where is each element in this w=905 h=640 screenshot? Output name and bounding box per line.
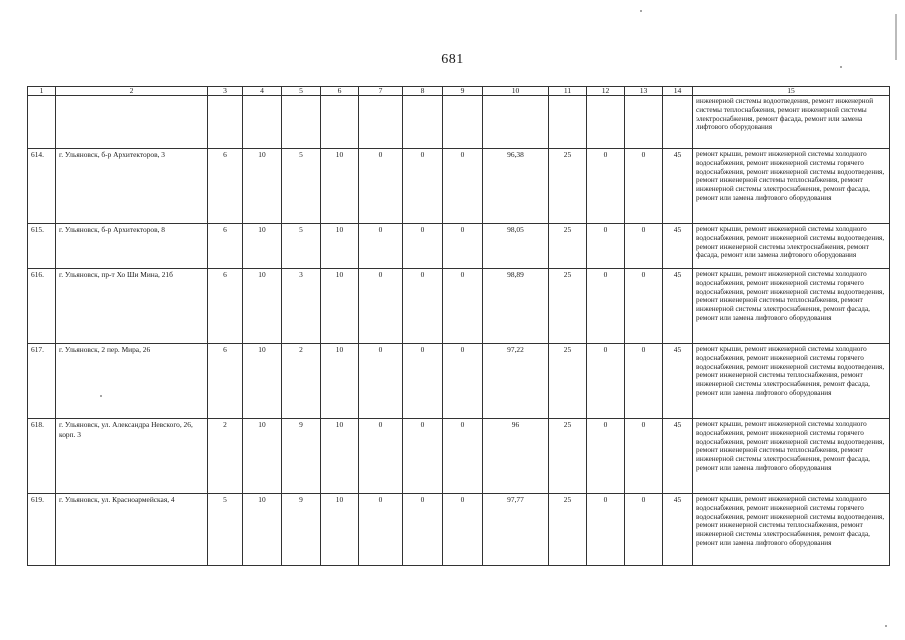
cell-col11: 25 bbox=[549, 344, 587, 419]
column-header: 8 bbox=[403, 87, 443, 96]
cell-col3 bbox=[208, 96, 243, 149]
cell-col11: 25 bbox=[549, 419, 587, 494]
cell-col13: 0 bbox=[625, 224, 663, 269]
cell-col9: 0 bbox=[443, 344, 483, 419]
cell-col9 bbox=[443, 96, 483, 149]
cell-col5: 5 bbox=[282, 149, 321, 224]
cell-col3: 6 bbox=[208, 344, 243, 419]
cell-col10: 98,05 bbox=[483, 224, 549, 269]
cell-col12: 0 bbox=[587, 494, 625, 566]
cell-col4: 10 bbox=[243, 149, 282, 224]
cell-col10: 98,89 bbox=[483, 269, 549, 344]
repair-works-list: ремонт крыши, ремонт инженерной системы холодного водоснабжения, ремонт инженерной системы водоотведения, ремонт инженерной системы электроснабжения, ремонт фасада, ремонт или замена лифтового оборудования bbox=[693, 224, 890, 269]
table-row bbox=[28, 269, 890, 344]
cell-col6: 10 bbox=[321, 269, 359, 344]
cell-col8: 0 bbox=[403, 494, 443, 566]
cell-col3: 6 bbox=[208, 149, 243, 224]
cell-col7: 0 bbox=[359, 149, 403, 224]
cell-col5: 9 bbox=[282, 419, 321, 494]
cell-col8: 0 bbox=[403, 419, 443, 494]
cell-col11 bbox=[549, 96, 587, 149]
cell-col8: 0 bbox=[403, 149, 443, 224]
repair-works-list: ремонт крыши, ремонт инженерной системы холодного водоснабжения, ремонт инженерной системы горячего водоснабжения, ремонт инженерной системы водоотведения, ремонт инженерной системы теплоснабжения, ремонт инженерной системы электроснабжения, ремонт фасада, ремонт или замена лифтового оборудования bbox=[693, 344, 890, 419]
column-header: 11 bbox=[549, 87, 587, 96]
repair-works-list: ремонт крыши, ремонт инженерной системы холодного водоснабжения, ремонт инженерной системы горячего водоснабжения, ремонт инженерной системы водоотведения, ремонт инженерной системы теплоснабжения, ремонт инженерной системы электроснабжения, ремонт фасада, ремонт или замена лифтового оборудования bbox=[693, 149, 890, 224]
cell-col3: 6 bbox=[208, 269, 243, 344]
cell-col4: 10 bbox=[243, 269, 282, 344]
cell-col9: 0 bbox=[443, 149, 483, 224]
table-row bbox=[28, 344, 890, 419]
cell-col13: 0 bbox=[625, 269, 663, 344]
page-number: 681 bbox=[441, 52, 464, 67]
column-header: 10 bbox=[483, 87, 549, 96]
cell-col12: 0 bbox=[587, 224, 625, 269]
column-header: 6 bbox=[321, 87, 359, 96]
cell-col14: 45 bbox=[663, 344, 693, 419]
table-row bbox=[28, 96, 890, 149]
row-index: 615. bbox=[28, 224, 56, 269]
cell-col10 bbox=[483, 96, 549, 149]
cell-col9: 0 bbox=[443, 419, 483, 494]
cell-col5: 9 bbox=[282, 494, 321, 566]
row-index bbox=[28, 96, 56, 149]
cell-col5: 3 bbox=[282, 269, 321, 344]
building-address bbox=[56, 96, 208, 149]
cell-col5: 2 bbox=[282, 344, 321, 419]
cell-col13: 0 bbox=[625, 494, 663, 566]
cell-col13: 0 bbox=[625, 149, 663, 224]
cell-col6: 10 bbox=[321, 494, 359, 566]
column-header: 2 bbox=[56, 87, 208, 96]
row-index: 616. bbox=[28, 269, 56, 344]
cell-col3: 2 bbox=[208, 419, 243, 494]
cell-col4: 10 bbox=[243, 494, 282, 566]
row-index: 619. bbox=[28, 494, 56, 566]
column-header: 7 bbox=[359, 87, 403, 96]
cell-col8: 0 bbox=[403, 224, 443, 269]
cell-col14: 45 bbox=[663, 494, 693, 566]
cell-col12: 0 bbox=[587, 419, 625, 494]
cell-col7: 0 bbox=[359, 419, 403, 494]
cell-col13 bbox=[625, 96, 663, 149]
column-header: 4 bbox=[243, 87, 282, 96]
table-row bbox=[28, 149, 890, 224]
repair-works-list: инженерной системы водоотведения, ремонт инженерной системы теплоснабжения, ремонт инженерной системы электроснабжения, ремонт фасада, ремонт или замена лифтового оборудования bbox=[693, 96, 890, 149]
cell-col6: 10 bbox=[321, 344, 359, 419]
cell-col14: 45 bbox=[663, 419, 693, 494]
row-index: 617. bbox=[28, 344, 56, 419]
cell-col7: 0 bbox=[359, 269, 403, 344]
building-address: г. Ульяновск, ул. Александра Невского, 26, корп. 3 bbox=[56, 419, 208, 494]
table-row bbox=[28, 419, 890, 494]
cell-col9: 0 bbox=[443, 269, 483, 344]
cell-col10: 96,38 bbox=[483, 149, 549, 224]
building-address: г. Ульяновск, ул. Красноармейская, 4 bbox=[56, 494, 208, 566]
scan-speck bbox=[885, 625, 887, 627]
cell-col6 bbox=[321, 96, 359, 149]
repair-works-list: ремонт крыши, ремонт инженерной системы холодного водоснабжения, ремонт инженерной системы горячего водоснабжения, ремонт инженерной системы водоотведения, ремонт инженерной системы теплоснабжения, ремонт инженерной системы электроснабжения, ремонт фасада, ремонт или замена лифтового оборудования bbox=[693, 494, 890, 566]
column-header: 14 bbox=[663, 87, 693, 96]
cell-col9: 0 bbox=[443, 494, 483, 566]
cell-col12: 0 bbox=[587, 269, 625, 344]
cell-col4: 10 bbox=[243, 419, 282, 494]
cell-col10: 96 bbox=[483, 419, 549, 494]
cell-col14: 45 bbox=[663, 224, 693, 269]
row-index: 618. bbox=[28, 419, 56, 494]
column-header: 3 bbox=[208, 87, 243, 96]
cell-col6: 10 bbox=[321, 419, 359, 494]
cell-col6: 10 bbox=[321, 224, 359, 269]
repair-program-table bbox=[27, 86, 890, 566]
column-header: 5 bbox=[282, 87, 321, 96]
cell-col12: 0 bbox=[587, 344, 625, 419]
cell-col7: 0 bbox=[359, 224, 403, 269]
cell-col11: 25 bbox=[549, 494, 587, 566]
cell-col10: 97,22 bbox=[483, 344, 549, 419]
cell-col4: 10 bbox=[243, 224, 282, 269]
building-address: г. Ульяновск, б-р Архитекторов, 8 bbox=[56, 224, 208, 269]
column-header: 15 bbox=[693, 87, 890, 96]
cell-col7: 0 bbox=[359, 494, 403, 566]
cell-col11: 25 bbox=[549, 269, 587, 344]
building-address: г. Ульяновск, 2 пер. Мира, 26 bbox=[56, 344, 208, 419]
column-header: 12 bbox=[587, 87, 625, 96]
column-header: 9 bbox=[443, 87, 483, 96]
cell-col14 bbox=[663, 96, 693, 149]
table-row bbox=[28, 494, 890, 566]
cell-col5: 5 bbox=[282, 224, 321, 269]
cell-col9: 0 bbox=[443, 224, 483, 269]
cell-col11: 25 bbox=[549, 224, 587, 269]
scan-speck bbox=[640, 10, 642, 12]
building-address: г. Ульяновск, пр-т Хо Ши Мина, 21б bbox=[56, 269, 208, 344]
cell-col10: 97,77 bbox=[483, 494, 549, 566]
cell-col8: 0 bbox=[403, 344, 443, 419]
cell-col12 bbox=[587, 96, 625, 149]
cell-col12: 0 bbox=[587, 149, 625, 224]
cell-col5 bbox=[282, 96, 321, 149]
row-index: 614. bbox=[28, 149, 56, 224]
building-address: г. Ульяновск, б-р Архитекторов, 3 bbox=[56, 149, 208, 224]
cell-col14: 45 bbox=[663, 149, 693, 224]
cell-col14: 45 bbox=[663, 269, 693, 344]
cell-col6: 10 bbox=[321, 149, 359, 224]
cell-col3: 6 bbox=[208, 224, 243, 269]
table-row bbox=[28, 224, 890, 269]
cell-col13: 0 bbox=[625, 344, 663, 419]
cell-col8: 0 bbox=[403, 269, 443, 344]
cell-col7 bbox=[359, 96, 403, 149]
cell-col4 bbox=[243, 96, 282, 149]
cell-col11: 25 bbox=[549, 149, 587, 224]
cell-col13: 0 bbox=[625, 419, 663, 494]
column-header: 13 bbox=[625, 87, 663, 96]
cell-col7: 0 bbox=[359, 344, 403, 419]
column-header: 1 bbox=[28, 87, 56, 96]
cell-col3: 5 bbox=[208, 494, 243, 566]
column-number-row bbox=[28, 87, 890, 96]
cell-col4: 10 bbox=[243, 344, 282, 419]
repair-works-list: ремонт крыши, ремонт инженерной системы холодного водоснабжения, ремонт инженерной системы горячего водоснабжения, ремонт инженерной системы водоотведения, ремонт инженерной системы теплоснабжения, ремонт инженерной системы электроснабжения, ремонт фасада, ремонт или замена лифтового оборудования bbox=[693, 419, 890, 494]
cell-col8 bbox=[403, 96, 443, 149]
repair-works-list: ремонт крыши, ремонт инженерной системы холодного водоснабжения, ремонт инженерной системы горячего водоснабжения, ремонт инженерной системы водоотведения, ремонт инженерной системы теплоснабжения, ремонт инженерной системы электроснабжения, ремонт фасада, ремонт или замена лифтового оборудования bbox=[693, 269, 890, 344]
